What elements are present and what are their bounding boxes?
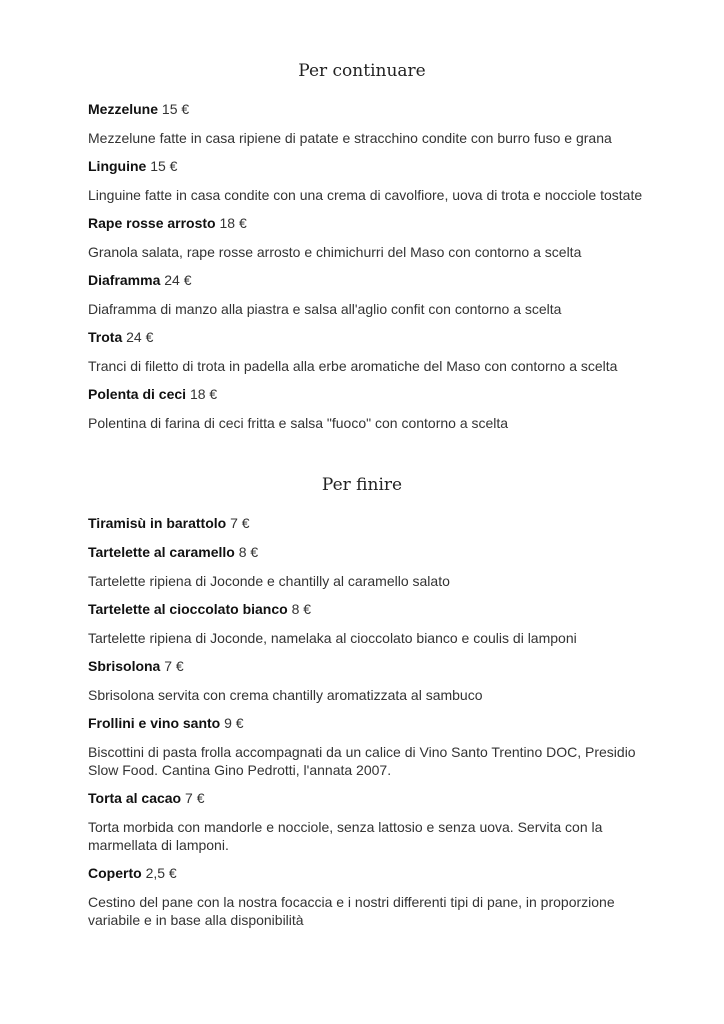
item-name: Tartelette al caramello	[88, 544, 235, 560]
menu-item	[88, 100, 648, 147]
section-per-finire	[88, 514, 648, 929]
item-description: Mezzelune fatte in casa ripiene di patate e stracchino condite con burro fuso e grana	[88, 130, 612, 146]
item-name: Diaframma	[88, 272, 161, 288]
menu-item	[88, 514, 648, 532]
item-price: 7 €	[164, 658, 184, 674]
item-name: Polenta di ceci	[88, 386, 187, 402]
item-price: 18 €	[219, 215, 247, 231]
item-price: 2,5 €	[145, 865, 177, 881]
section-title-per-continuare: Per continuare	[298, 61, 426, 81]
item-description: Polentina di farina di ceci fritta e salsa "fuoco" con contorno a scelta	[88, 415, 509, 431]
menu-item	[88, 600, 648, 647]
item-price: 7 €	[185, 790, 205, 806]
item-description: Biscottini di pasta frolla accompagnati da un calice di Vino Santo Trentino DOC, Presidio Slow Food. Cantina Gino Pedrotti, l'annata 2007.	[88, 744, 636, 778]
item-name: Frollini e vino santo	[88, 715, 221, 731]
item-price: 9 €	[224, 715, 244, 731]
item-name: Trota	[88, 329, 123, 345]
item-price: 8 €	[291, 601, 312, 617]
item-description: Torta morbida con mandorle e nocciole, senza lattosio e senza uova. Servita con la marmellata di lamponi.	[88, 819, 603, 853]
item-name: Torta al cacao	[88, 790, 182, 806]
item-description: Diaframma di manzo alla piastra e salsa all'aglio confit con contorno a scelta	[88, 301, 562, 317]
item-name: Sbrisolona	[88, 658, 161, 674]
menu-item	[88, 214, 648, 261]
item-price: 15 €	[161, 101, 190, 117]
item-name: Tartelette al cioccolato bianco	[88, 601, 288, 617]
menu-item	[88, 789, 648, 854]
section-per-continuare	[88, 100, 648, 432]
item-description: Tartelette ripiena di Joconde e chantilly al caramello salato	[88, 573, 450, 589]
item-price: 7 €	[230, 515, 250, 531]
item-price: 15 €	[150, 158, 178, 174]
menu-item	[88, 328, 648, 375]
item-name: Linguine	[88, 158, 147, 174]
section-title-per-finire: Per finire	[321, 475, 403, 495]
item-description: Granola salata, rape rosse arrosto e chimichurri del Maso con contorno a scelta	[88, 244, 582, 260]
item-description: Sbrisolona servita con crema chantilly aromatizzata al sambuco	[88, 687, 483, 703]
item-description: Cestino del pane con la nostra focaccia e i nostri differenti tipi di pane, in proporzione variabile e in base alla disponibilità	[88, 894, 615, 928]
item-description: Tartelette ripiena di Joconde, namelaka al cioccolato bianco e coulis di lamponi	[88, 630, 577, 646]
item-price: 24 €	[126, 329, 154, 345]
menu-item	[88, 864, 648, 929]
item-name: Coperto	[88, 865, 142, 881]
item-price: 18 €	[189, 386, 218, 402]
menu-item	[88, 657, 648, 704]
item-description: Linguine fatte in casa condite con una crema di cavolfiore, uova di trota e nocciole tostate	[88, 187, 643, 203]
menu-item	[88, 714, 648, 779]
menu-item	[88, 157, 648, 204]
item-name: Tiramisù in barattolo	[88, 515, 227, 531]
item-name: Mezzelune	[88, 101, 159, 117]
item-description: Tranci di filetto di trota in padella alla erbe aromatiche del Maso con contorno a scelta	[88, 358, 618, 374]
menu-item	[88, 385, 648, 432]
item-price: 24 €	[164, 272, 192, 288]
item-price: 8 €	[238, 544, 259, 560]
menu-item	[88, 543, 648, 590]
item-name: Rape rosse arrosto	[88, 215, 216, 231]
menu-item	[88, 271, 648, 318]
